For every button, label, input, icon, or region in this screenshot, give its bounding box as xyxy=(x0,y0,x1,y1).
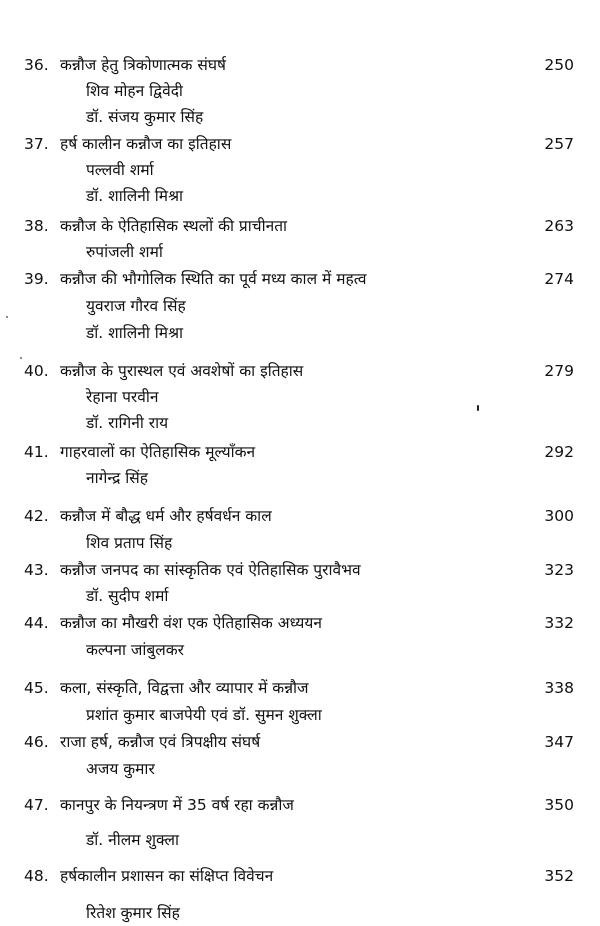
author-line xyxy=(0,183,600,209)
entry-author: डॉ. नीलम शुक्ला xyxy=(86,831,179,849)
author-line xyxy=(0,530,600,556)
author-line xyxy=(0,104,600,130)
author-line xyxy=(0,637,600,663)
entry-number: 40. xyxy=(24,362,49,380)
entry-page-number: 332 xyxy=(544,614,574,632)
toc-entry xyxy=(0,439,600,465)
entry-title: गाहरवालों का ऐतिहासिक मूल्याँकन xyxy=(60,443,256,461)
entry-title: कला, संस्कृति, विद्वत्ता और व्यापार में कन्नौज xyxy=(60,679,309,697)
entry-author: डॉ. संजय कुमार सिंह xyxy=(86,108,204,126)
entry-number: 43. xyxy=(24,561,49,579)
entry-page-number: 352 xyxy=(544,867,574,885)
toc-entry xyxy=(0,52,600,78)
entry-title: कन्नौज के ऐतिहासिक स्थलों की प्राचीनता xyxy=(60,217,288,235)
toc-entry xyxy=(0,266,600,292)
author-line xyxy=(0,410,600,436)
author-line xyxy=(0,384,600,410)
scan-dot xyxy=(6,316,8,318)
entry-page-number: 350 xyxy=(544,796,574,814)
author-line xyxy=(0,465,600,491)
entry-author: रेहाना परवीन xyxy=(86,388,159,406)
entry-number: 36. xyxy=(24,56,49,74)
entry-author: रितेश कुमार सिंह xyxy=(86,904,180,922)
entry-author: शिव मोहन द्विवेदी xyxy=(86,82,183,100)
entry-number: 47. xyxy=(24,796,49,814)
entry-author: पल्लवी शर्मा xyxy=(86,161,154,179)
entry-title: कानपुर के नियन्त्रण में 35 वर्ष रहा कन्नौज xyxy=(60,796,294,814)
entry-page-number: 263 xyxy=(544,217,574,235)
entry-title: कन्नौज में बौद्ध धर्म और हर्षवर्धन काल xyxy=(60,507,272,525)
entry-author: डॉ. शालिनी मिश्रा xyxy=(86,324,184,342)
entry-page-number: 347 xyxy=(544,733,574,751)
entry-title: हर्षकालीन प्रशासन का संक्षिप्त विवेचन xyxy=(60,867,274,885)
toc-entry xyxy=(0,358,600,384)
entry-page-number: 279 xyxy=(544,362,574,380)
entry-number: 37. xyxy=(24,135,49,153)
entry-title: हर्ष कालीन कन्नौज का इतिहास xyxy=(60,135,232,153)
entry-title: कन्नौज का मौखरी वंश एक ऐतिहासिक अध्ययन xyxy=(60,614,323,632)
toc-entry xyxy=(0,131,600,157)
entry-author: नागेन्द्र सिंह xyxy=(86,469,149,487)
entry-author: अजय कुमार xyxy=(86,760,155,778)
entry-title: कन्नौज की भौगोलिक स्थिति का पूर्व मध्य काल में महत्व xyxy=(60,270,367,288)
toc-entry xyxy=(0,610,600,636)
toc-entry xyxy=(0,213,600,239)
entry-page-number: 338 xyxy=(544,679,574,697)
entry-number: 44. xyxy=(24,614,49,632)
entry-number: 42. xyxy=(24,507,49,525)
toc-entry xyxy=(0,503,600,529)
toc-entry xyxy=(0,675,600,701)
entry-title: कन्नौज हेतु त्रिकोणात्मक संघर्ष xyxy=(60,56,226,74)
entry-title: राजा हर्ष, कन्नौज एवं त्रिपक्षीय संघर्ष xyxy=(60,733,261,751)
scan-dot xyxy=(20,357,22,359)
entry-author: कल्पना जांबुलकर xyxy=(86,641,185,659)
entry-page-number: 323 xyxy=(544,561,574,579)
toc-entry xyxy=(0,792,600,818)
entry-page-number: 300 xyxy=(544,507,574,525)
author-line xyxy=(0,827,600,853)
author-line xyxy=(0,756,600,782)
entry-page-number: 250 xyxy=(544,56,574,74)
author-line xyxy=(0,239,600,265)
entry-author: डॉ. सुदीप शर्मा xyxy=(86,587,169,605)
entry-number: 41. xyxy=(24,443,49,461)
author-line xyxy=(0,157,600,183)
author-line xyxy=(0,320,600,346)
entry-number: 46. xyxy=(24,733,49,751)
toc-entry xyxy=(0,557,600,583)
entry-author: रुपांजली शर्मा xyxy=(86,243,163,261)
author-line xyxy=(0,702,600,728)
entry-page-number: 257 xyxy=(544,135,574,153)
entry-title: कन्नौज के पुरास्थल एवं अवशेषों का इतिहास xyxy=(60,362,304,380)
entry-author: डॉ. रागिनी राय xyxy=(86,414,169,432)
entry-author: डॉ. शालिनी मिश्रा xyxy=(86,187,184,205)
author-line xyxy=(0,293,600,319)
entry-number: 45. xyxy=(24,679,49,697)
entry-author: युवराज गौरव सिंह xyxy=(86,297,186,315)
author-line xyxy=(0,900,600,926)
author-line xyxy=(0,583,600,609)
entry-title: कन्नौज जनपद का सांस्कृतिक एवं ऐतिहासिक पुरावैभव xyxy=(60,561,361,579)
author-line xyxy=(0,78,600,104)
entry-page-number: 292 xyxy=(544,443,574,461)
toc-entry xyxy=(0,729,600,755)
entry-number: 48. xyxy=(24,867,49,885)
scan-speck xyxy=(477,405,479,411)
entry-number: 38. xyxy=(24,217,49,235)
entry-author: प्रशांत कुमार बाजपेयी एवं डॉ. सुमन शुक्ला xyxy=(86,706,322,724)
toc-entry xyxy=(0,863,600,889)
entry-author: शिव प्रताप सिंह xyxy=(86,534,173,552)
entry-page-number: 274 xyxy=(544,270,574,288)
entry-number: 39. xyxy=(24,270,49,288)
